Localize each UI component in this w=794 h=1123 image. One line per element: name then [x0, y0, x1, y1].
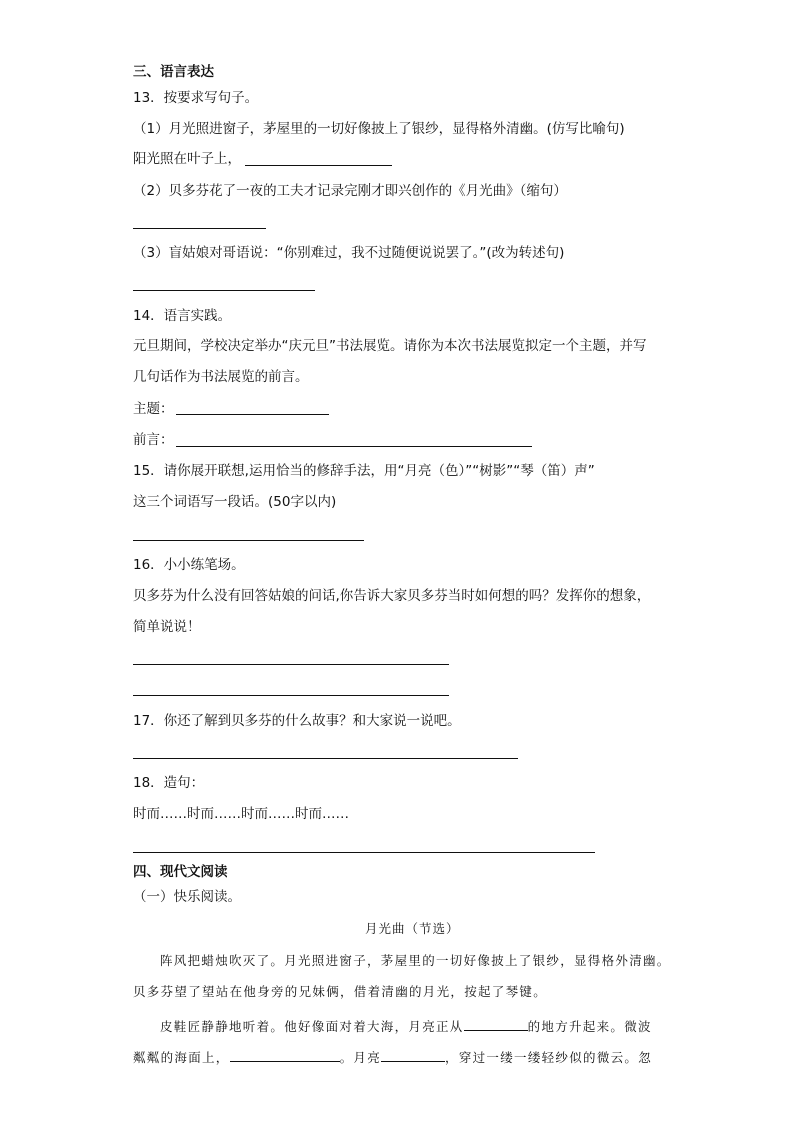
passage-para2-line2 — [133, 1047, 652, 1067]
passage-para2-line2-b: 。月亮 — [339, 1050, 382, 1065]
q18-pattern: 时而……时而……时而……时而…… — [133, 806, 349, 822]
q13-part2-answer-line[interactable] — [133, 228, 266, 229]
passage-para2-line2-c: ，穿过一缕一缕轻纱似的微云。忽 — [445, 1050, 653, 1065]
passage-blank-1[interactable] — [464, 1016, 528, 1031]
q14-preface-label: 前言： — [133, 432, 174, 448]
q17-answer-line[interactable] — [133, 758, 518, 759]
q17-title: 17．你还了解到贝多芬的什么故事？和大家说一说吧。 — [133, 713, 461, 729]
passage-para2-line2-a: 粼粼的海面上， — [133, 1050, 230, 1065]
q13-part3-answer-line[interactable] — [133, 290, 315, 291]
q13-title: 13．按要求写句子。 — [133, 90, 259, 106]
q14-theme-label: 主题： — [133, 401, 174, 417]
q16-title: 16．小小练笔场。 — [133, 557, 245, 573]
q13-part1-answer-line[interactable] — [245, 165, 392, 166]
q15-answer-line[interactable] — [133, 540, 364, 541]
q14-title: 14．语言实践。 — [133, 308, 232, 324]
q15-line1: 15．请你展开联想,运用恰当的修辞手法，用“月亮（色）”“树影”“琴（笛）声” — [133, 463, 595, 479]
q16-line1: 贝多芬为什么没有回答姑娘的问话,你告诉大家贝多芬当时如何想的吗？发挥你的想象， — [133, 588, 651, 604]
q14-theme-answer-line[interactable] — [176, 414, 329, 415]
q13-part3: （3）盲姑娘对哥语说：“你别难过，我不过随便说说罢了。”(改为转述句) — [133, 245, 565, 261]
q16-line2: 简单说说！ — [133, 619, 201, 635]
section-3-heading: 三、语言表达 — [133, 64, 214, 80]
q18-title: 18．造句： — [133, 775, 205, 791]
passage-title: 月光曲（节选） — [365, 921, 460, 936]
q15-line2: 这三个词语写一段话。(50字以内) — [133, 494, 337, 510]
passage-para1-line1: 阵风把蜡烛吹灭了。月光照进窗子，茅屋里的一切好像披上了银纱，显得格外清幽。 — [160, 953, 671, 968]
q16-answer-line-1[interactable] — [133, 664, 449, 665]
q18-answer-line[interactable] — [133, 852, 595, 853]
passage-blank-3[interactable] — [381, 1047, 445, 1062]
q13-part1: （1）月光照进窗子，茅屋里的一切好像披上了银纱，显得格外清幽。(仿写比喻句) — [133, 121, 625, 137]
passage-para2-line1 — [160, 1016, 652, 1036]
section-4-part-1: （一）快乐阅读。 — [133, 889, 241, 905]
q14-line2: 几句话作为书法展览的前言。 — [133, 369, 309, 385]
q16-answer-line-2[interactable] — [133, 695, 449, 696]
q14-preface-answer-line[interactable] — [176, 446, 532, 447]
section-4-heading: 四、现代文阅读 — [133, 864, 228, 880]
passage-para2-line1-a: 皮鞋匠静静地听着。他好像面对着大海，月亮正从 — [160, 1019, 464, 1034]
q13-part1-prompt: 阳光照在叶子上， — [133, 151, 241, 167]
passage-para2-line1-b: 的地方升起来。微波 — [527, 1019, 652, 1034]
q14-line1: 元旦期间，学校决定举办“庆元旦”书法展览。请你为本次书法展览拟定一个主题，并写 — [133, 338, 647, 354]
passage-para1-line2: 贝多芬望了望站在他身旁的兄妹俩，借着清幽的月光，按起了琴键。 — [133, 984, 548, 999]
passage-blank-2[interactable] — [230, 1047, 340, 1062]
q13-part2: （2）贝多芬花了一夜的工夫才记录完刚才即兴创作的《月光曲》（缩句） — [133, 183, 567, 199]
